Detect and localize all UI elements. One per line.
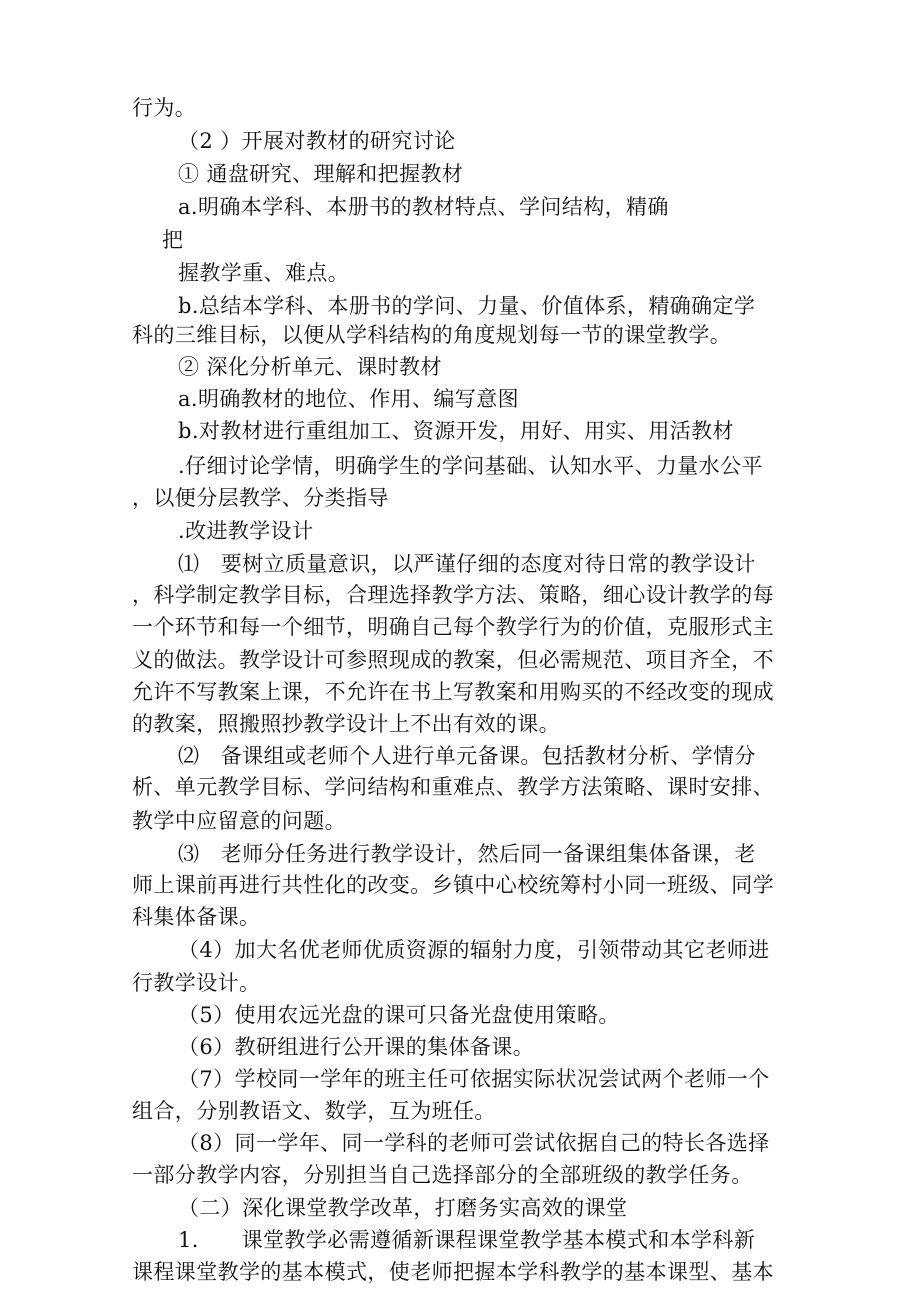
text-line: ① 通盘研究、理解和把握教材 xyxy=(178,162,464,186)
text-line: 科的三维目标，以便从学科结构的角度规划每一节的课堂教学。 xyxy=(132,323,732,347)
text-line: 教学中应留意的问题。 xyxy=(132,809,346,833)
text-line: （7）学校同一学年的班主任可依据实际状况尝试两个老师一个 xyxy=(178,1067,770,1091)
text-line: （6）教研组进行公开课的集体备课。 xyxy=(178,1035,535,1059)
text-line: ，以便分层教学、分类指导 xyxy=(132,486,389,510)
text-line: 握教学重、难点。 xyxy=(178,261,350,285)
text-line: ，科学制定教学目标，合理选择教学方法、策略，细心设计教学的每 xyxy=(132,583,774,607)
text-line: 1. 课堂教学必需遵循新课程课堂教学基本模式和本学科新 xyxy=(178,1228,756,1252)
text-line: 的教案，照搬照抄教学设计上不出有效的课。 xyxy=(132,712,560,736)
text-line: 析、单元教学目标、学问结构和重难点、教学方法策略、课时安排、 xyxy=(132,775,774,799)
text-line: .改进教学设计 xyxy=(178,519,314,543)
text-line: 义的做法。教学设计可参照现成的教案，但必需规范、项目齐全，不 xyxy=(132,648,774,672)
text-line: ⑵ 备课组或老师个人进行单元备课。包括教材分析、学情分 xyxy=(178,744,756,768)
text-line: 师上课前再进行共性化的改变。乡镇中心校统筹村小同一班级、同学 xyxy=(132,873,774,897)
text-line: ⑶ 老师分任务进行教学设计，然后同一备课组集体备课，老 xyxy=(178,842,756,866)
text-line: 科集体备课。 xyxy=(132,905,261,929)
text-line: 一个环节和每一个细节，明确自己每个教学行为的价值，克服形式主 xyxy=(132,615,774,639)
text-line: （2 ）开展对教材的研究讨论 xyxy=(178,129,456,153)
text-line: 把 xyxy=(162,228,184,252)
text-line: 组合，分别教语文、数学，互为班任。 xyxy=(132,1099,496,1123)
text-line: 课程课堂教学的基本模式，使老师把握本学科教学的基本课型、基本 xyxy=(132,1260,774,1284)
text-line: ⑴ 要树立质量意识，以严谨仔细的态度对待日常的教学设计 xyxy=(178,552,756,576)
text-line: a.明确教材的地位、作用、编写意图 xyxy=(178,387,519,411)
text-line: 行为。 xyxy=(132,96,197,120)
text-line: b.总结本学科、本册书的学问、力量、价值体系，精确确定学 xyxy=(178,294,756,318)
text-line: 一部分教学内容，分别担当自己选择部分的全部班级的教学任务。 xyxy=(132,1163,753,1187)
text-line: .仔细讨论学情，明确学生的学问基础、认知水平、力量水公平 xyxy=(178,454,763,478)
text-line: 行教学设计。 xyxy=(132,971,261,995)
text-line: （5）使用农远光盘的课可只备光盘使用策略。 xyxy=(178,1003,620,1027)
text-line: ② 深化分析单元、课时教材 xyxy=(178,355,442,379)
text-line: 允许不写教案上课，不允许在书上写教案和用购买的不经改变的现成 xyxy=(132,680,774,704)
text-line: （8）同一学年、同一学科的老师可尝试依据自己的特长各选择 xyxy=(178,1131,770,1155)
text-line: （4）加大名优老师优质资源的辐射力度，引领带动其它老师进 xyxy=(178,938,770,962)
text-line: b.对教材进行重组加工、资源开发，用好、用实、用活教材 xyxy=(178,419,734,443)
text-line: （二）深化课堂教学改革，打磨务实高效的课堂 xyxy=(178,1196,628,1220)
text-line: a.明确本学科、本册书的教材特点、学问结构，精确 xyxy=(178,195,669,219)
